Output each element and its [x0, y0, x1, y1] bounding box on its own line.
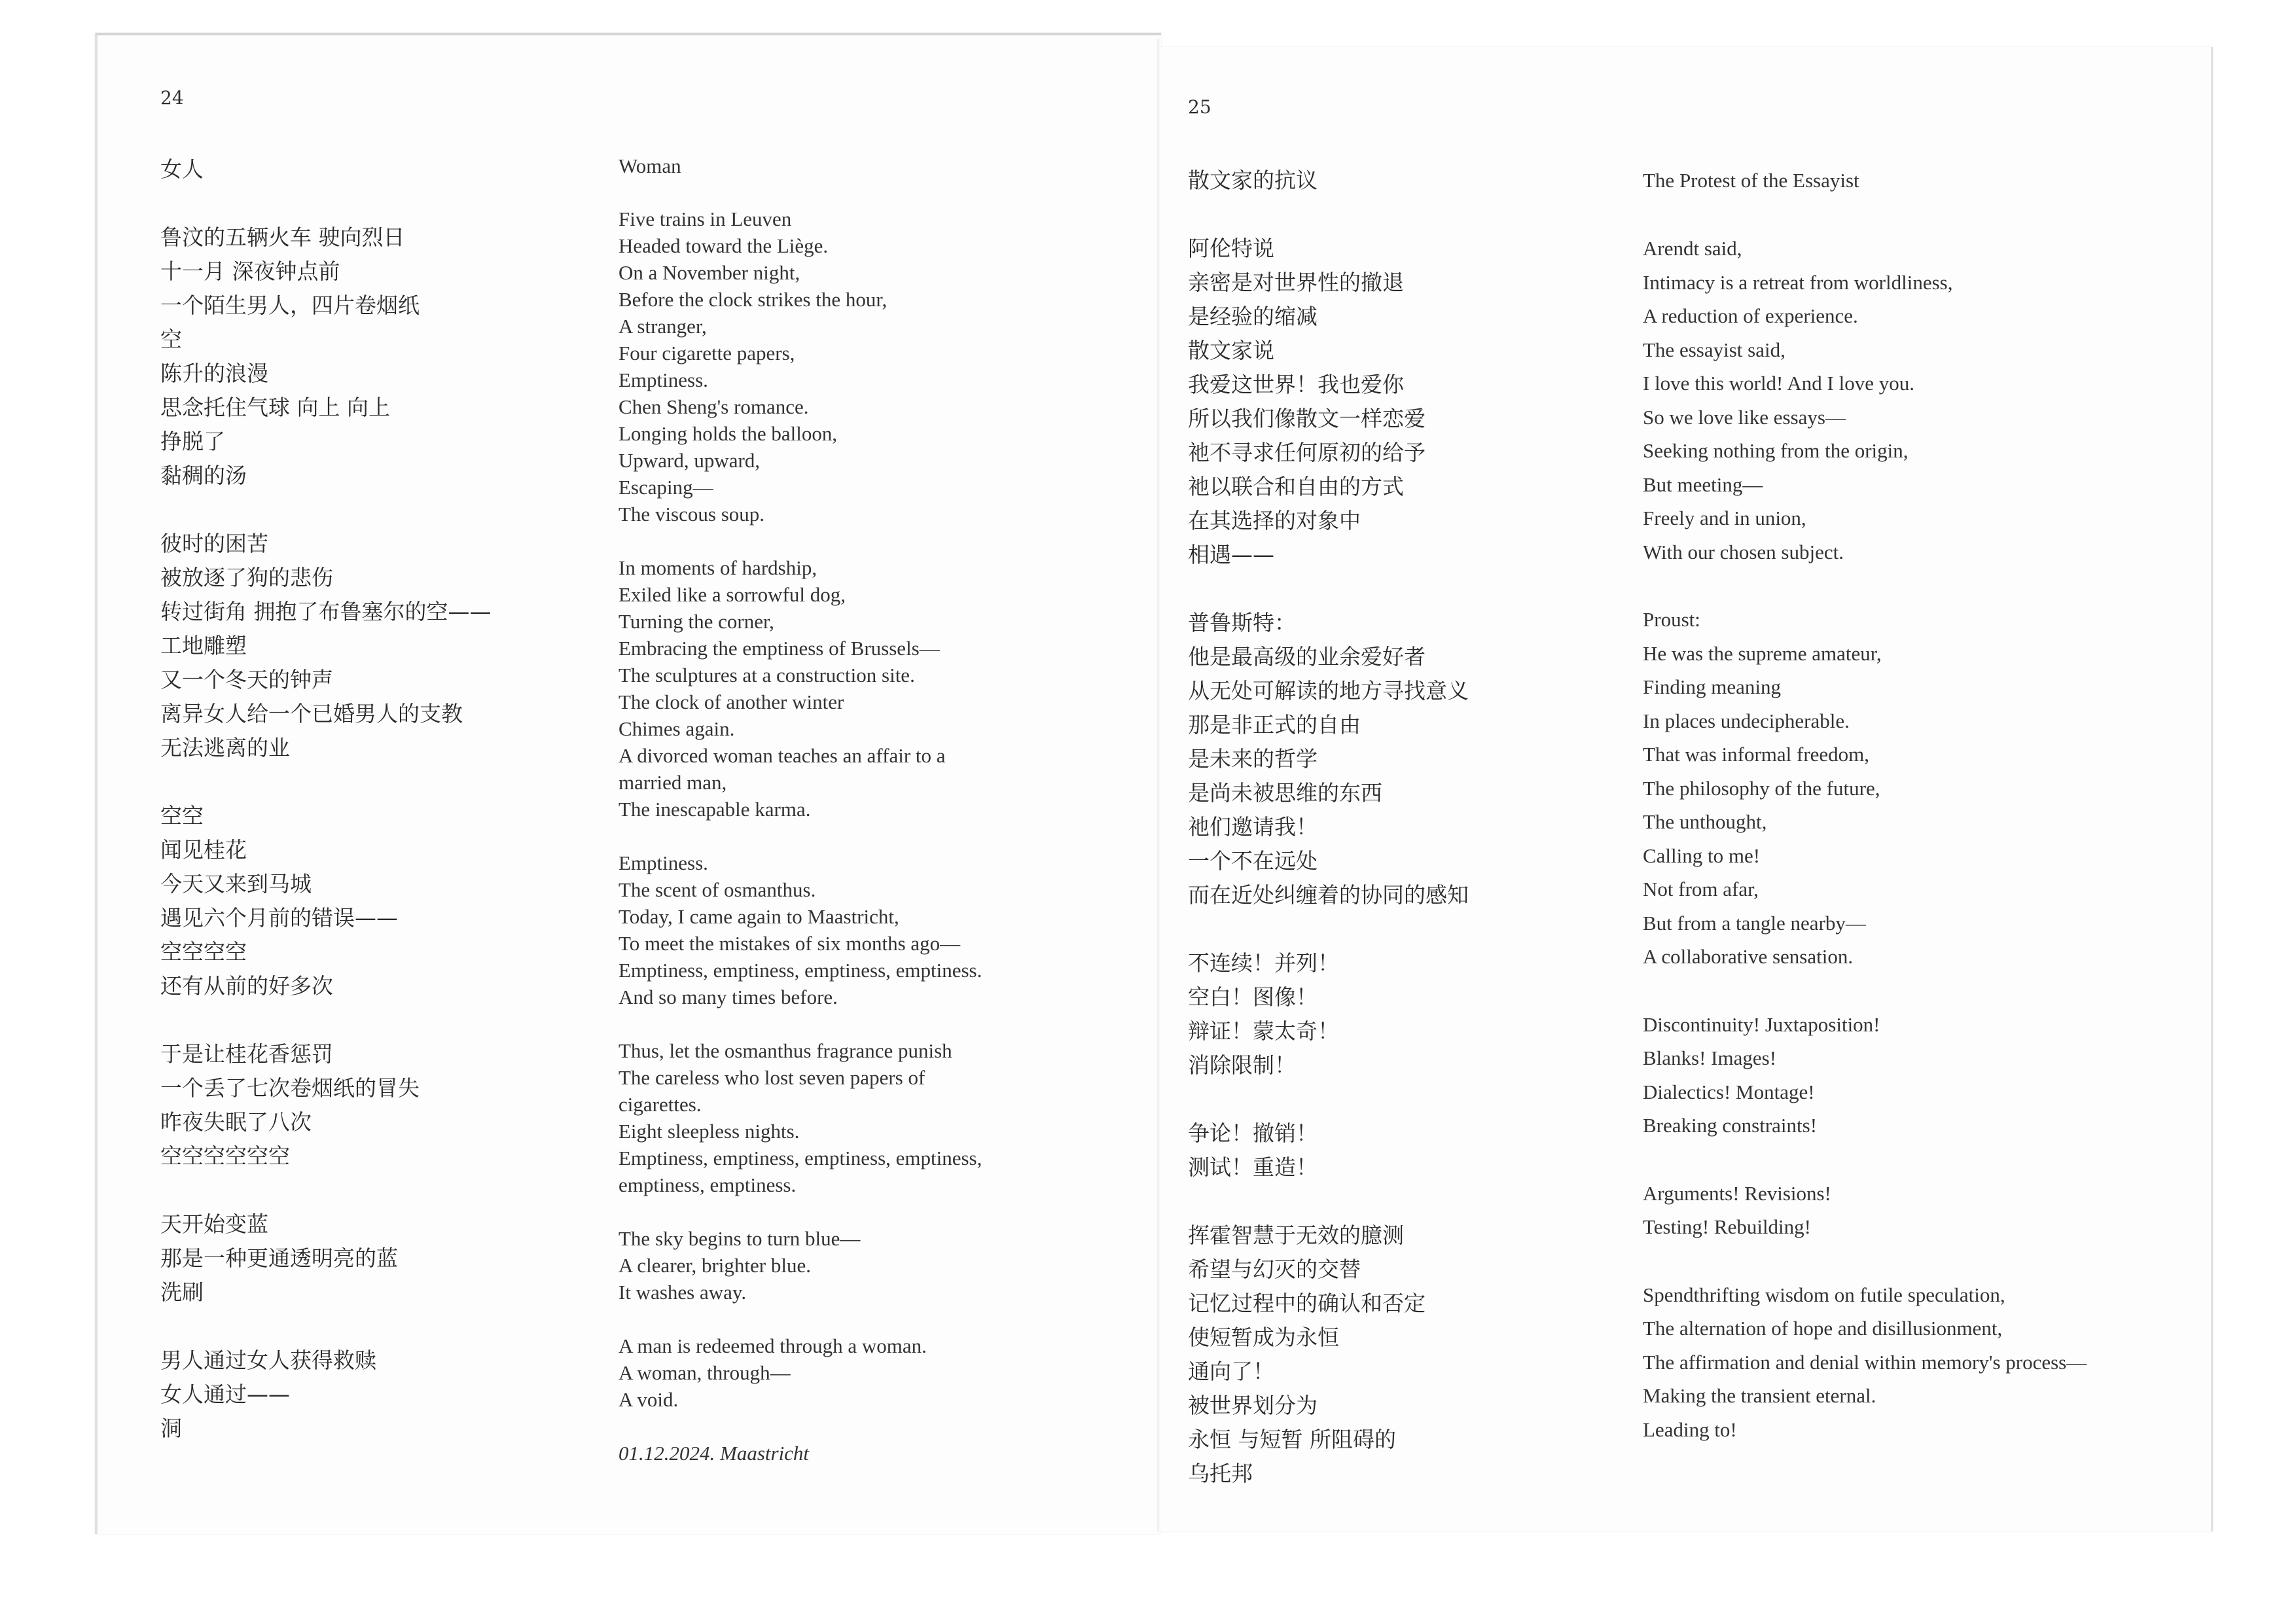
poem-line: 鲁汶的五辆火车 驶向烈日 [160, 224, 405, 250]
poem-line: Discontinuity! Juxtaposition! [1643, 1012, 1880, 1036]
poem-line: 空白！图像！ [1188, 984, 1318, 1010]
poem-line: 彼时的困苦 [160, 531, 268, 556]
poem-line: Not from afar, [1643, 878, 1759, 901]
poem-line: Leading to! [1643, 1418, 1737, 1441]
poem-line: That was informal freedom, [1643, 743, 1870, 766]
poem-line: He was the supreme amateur, [1643, 641, 1882, 665]
poem-line: 所以我们像散文一样恋爱 [1188, 406, 1426, 431]
poem-line: I love this world! And I love you. [1643, 372, 1915, 395]
poem-line: The careless who lost seven papers of [619, 1066, 925, 1089]
zh-poem-title: 散文家的抗议 [1188, 168, 1318, 193]
poem-line: 今天又来到马城 [160, 871, 312, 897]
poem-line: Eight sleepless nights. [619, 1120, 800, 1143]
poem-line: married man, [619, 771, 727, 794]
poem-line: It washes away. [619, 1281, 747, 1304]
poem-line: 阿伦特说 [1188, 236, 1274, 261]
stanza [619, 1332, 1064, 1413]
poem-line: 转过街角 拥抱了布鲁塞尔的空—— [160, 599, 492, 624]
poem-line: 祂不寻求任何原初的给予 [1188, 440, 1426, 465]
poem-line: Seeking nothing from the origin, [1643, 439, 1909, 462]
poem-line: Headed toward the Liège. [619, 234, 829, 257]
poem-line: 记忆过程中的确认和否定 [1188, 1291, 1426, 1316]
stanza [619, 1225, 1064, 1306]
poem-line: A void. [619, 1388, 679, 1411]
stanza [1643, 232, 2179, 569]
poem-line: The philosophy of the future, [1643, 776, 1880, 800]
poem-line: The alternation of hope and disillusionment, [1643, 1317, 2003, 1340]
poem-line: 遇见六个月前的错误—— [160, 905, 398, 931]
poem-line: Chen Sheng's romance. [619, 395, 809, 418]
poem-line: 又一个冬天的钟声 [160, 667, 333, 692]
poem-line: A reduction of experience. [1643, 304, 1858, 327]
poem-line: 黏稠的汤 [160, 463, 247, 488]
poem-line: cigarettes. [619, 1093, 702, 1116]
poem-line: Dialectics! Montage! [1643, 1080, 1815, 1103]
poem-line: A collaborative sensation. [1643, 945, 1854, 968]
poem-line: 工地雕塑 [160, 633, 247, 658]
poem-line: emptiness, emptiness. [619, 1173, 797, 1196]
poem-line: Making the transient eternal. [1643, 1384, 1876, 1407]
poem-line: Arguments! Revisions! [1643, 1181, 1831, 1205]
poem-line: Proust: [1643, 608, 1700, 631]
poem-line: 空空 [160, 803, 204, 829]
poem-line: 被放逐了狗的悲伤 [160, 565, 333, 590]
en-poem-body [619, 205, 1064, 1413]
poem-line: 普鲁斯特： [1188, 610, 1296, 635]
stanza [1643, 1278, 2179, 1447]
poem-line: 那是一种更通透明亮的蓝 [160, 1245, 398, 1271]
en-poem-title: The Protest of the Essayist [1643, 169, 1859, 192]
poem-line: 不连续！并列！ [1188, 950, 1339, 976]
poem-date: 01.12.2024. Maastricht [619, 1442, 810, 1465]
poem-line: 还有从前的好多次 [160, 973, 333, 999]
stanza [1643, 1177, 2179, 1244]
poem-line: But from a tangle nearby— [1643, 911, 1866, 935]
stanza [160, 221, 527, 493]
stanza [619, 1037, 1064, 1198]
zh-poem-title: 女人 [160, 156, 204, 182]
poem-line: 争论！撤销！ [1188, 1120, 1318, 1146]
poem-line: The viscous soup. [619, 503, 765, 526]
poem-line: 乌托邦 [1188, 1461, 1253, 1486]
stanza [619, 554, 1064, 823]
poem-line: 昨夜失眠了八次 [160, 1109, 312, 1135]
stanza [1188, 1219, 1594, 1491]
stanza [160, 1207, 527, 1310]
stanza [619, 849, 1064, 1010]
poem-line: But meeting— [1643, 473, 1763, 496]
poem-line: A man is redeemed through a woman. [619, 1334, 927, 1357]
poem-line: 永恒 与短暂 所阻碍的 [1188, 1427, 1396, 1452]
poem-line: 相遇—— [1188, 542, 1274, 567]
poem-line: Chimes again. [619, 717, 735, 740]
poem-line: 一个不在远处 [1188, 848, 1318, 874]
poem-line: The inescapable karma. [619, 798, 811, 821]
poem-line: Emptiness, emptiness, emptiness, emptiness, [619, 1147, 982, 1169]
poem-line: Emptiness. [619, 851, 708, 874]
poem-line: Thus, let the osmanthus fragrance punish [619, 1039, 952, 1062]
poem-line: 在其选择的对象中 [1188, 508, 1361, 533]
book-spine [1157, 39, 1160, 1531]
zh-poem-essayist [1188, 164, 1594, 1491]
poem-line: Before the clock strikes the hour, [619, 288, 888, 311]
zh-poem-woman [160, 152, 527, 1446]
poem-line: A divorced woman teaches an affair to a [619, 744, 946, 767]
poem-line: 男人通过女人获得救赎 [160, 1347, 376, 1373]
poem-line: 祂们邀请我！ [1188, 814, 1318, 840]
poem-line: 女人通过—— [160, 1382, 290, 1407]
poem-line: The scent of osmanthus. [619, 878, 816, 901]
poem-line: The affirmation and denial within memory's process— [1643, 1350, 2087, 1374]
poem-line: 我爱这世界！我也爱你 [1188, 372, 1404, 397]
poem-line: The unthought, [1643, 810, 1767, 833]
poem-line: To meet the mistakes of six months ago— [619, 932, 961, 955]
poem-line: 一个陌生男人，四片卷烟纸 [160, 293, 420, 318]
poem-line: 一个丢了七次卷烟纸的冒失 [160, 1075, 420, 1101]
poem-line: The clock of another winter [619, 690, 844, 713]
poem-line: 空空空空空空 [160, 1143, 290, 1169]
poem-line: 是尚未被思维的东西 [1188, 780, 1382, 806]
poem-line: 从无处可解读的地方寻找意义 [1188, 678, 1469, 704]
stanza [1643, 603, 2179, 974]
stanza [619, 205, 1064, 527]
stanza [160, 1344, 527, 1446]
poem-line: 于是让桂花香惩罚 [160, 1041, 333, 1067]
poem-line: 空 [160, 327, 182, 352]
poem-line: Emptiness, emptiness, emptiness, emptiness. [619, 959, 982, 982]
poem-line: The essayist said, [1643, 338, 1785, 361]
poem-line: 他是最高级的业余爱好者 [1188, 644, 1426, 669]
poem-line: 挥霍智慧于无效的臆测 [1188, 1222, 1404, 1248]
poem-line: Five trains in Leuven [619, 207, 792, 230]
poem-line: Spendthrifting wisdom on futile speculation, [1643, 1283, 2005, 1306]
poem-line: The sky begins to turn blue— [619, 1227, 861, 1250]
stanza [1188, 1116, 1594, 1185]
poem-line: On a November night, [619, 261, 800, 284]
poem-line: 散文家说 [1188, 338, 1274, 363]
poem-line: Escaping— [619, 476, 713, 499]
zh-poem-body [160, 221, 527, 1446]
poem-line: And so many times before. [619, 986, 838, 1008]
poem-line: 十一月 深夜钟点前 [160, 259, 340, 284]
poem-line: With our chosen subject. [1643, 540, 1844, 563]
poem-line: In moments of hardship, [619, 556, 817, 579]
stanza [160, 1037, 527, 1173]
en-poem-body [1643, 232, 2179, 1446]
page-number-left: 24 [160, 87, 184, 109]
poem-line: 亲密是对世界性的撤退 [1188, 270, 1404, 295]
poem-line: Freely and in union, [1643, 507, 1806, 529]
stanza [1188, 946, 1594, 1082]
poem-line: Embracing the emptiness of Brussels— [619, 637, 940, 660]
en-poem-title: Woman [619, 154, 681, 177]
poem-line: Longing holds the balloon, [619, 422, 838, 445]
poem-line: 挣脱了 [160, 429, 225, 454]
poem-line: 空空空空 [160, 939, 247, 965]
stanza [1643, 1008, 2179, 1143]
poem-line: 陈升的浪漫 [160, 361, 268, 386]
poem-line: 洞 [160, 1416, 182, 1441]
poem-line: Breaking constraints! [1643, 1114, 1818, 1137]
poem-line: 被世界划分为 [1188, 1393, 1318, 1418]
poem-line: Finding meaning [1643, 675, 1781, 698]
poem-line: The sculptures at a construction site. [619, 664, 915, 687]
poem-line: Blanks! Images! [1643, 1046, 1777, 1069]
poem-line: Upward, upward, [619, 449, 761, 472]
stanza [160, 799, 527, 1003]
poem-line: Today, I came again to Maastricht, [619, 905, 899, 928]
poem-line: 希望与幻灭的交替 [1188, 1257, 1361, 1282]
stanza [1188, 606, 1594, 912]
poem-line: Testing! Rebuilding! [1643, 1215, 1811, 1238]
poem-line: 无法逃离的业 [160, 735, 290, 760]
poem-line: A stranger, [619, 315, 707, 338]
en-poem-woman [619, 152, 1064, 1467]
poem-line: Emptiness. [619, 368, 708, 391]
poem-line: Exiled like a sorrowful dog, [619, 583, 846, 606]
poem-line: Intimacy is a retreat from worldliness, [1643, 270, 1953, 294]
poem-line: 而在近处纠缠着的协同的感知 [1188, 882, 1469, 908]
page-number-right: 25 [1188, 96, 1211, 118]
poem-line: 天开始变蓝 [160, 1211, 268, 1237]
stanza [1188, 232, 1594, 572]
poem-line: In places undecipherable. [1643, 709, 1850, 732]
poem-line: 使短暂成为永恒 [1188, 1325, 1339, 1350]
poem-line: 离异女人给一个已婚男人的支教 [160, 701, 463, 726]
poem-line: A woman, through— [619, 1361, 791, 1384]
poem-line: Turning the corner, [619, 610, 774, 633]
poem-line: 祂以联合和自由的方式 [1188, 474, 1404, 499]
poem-line: 是未来的哲学 [1188, 746, 1318, 772]
poem-line: 消除限制！ [1188, 1052, 1296, 1078]
poem-line: So we love like essays— [1643, 405, 1846, 429]
en-poem-essayist [1643, 164, 2179, 1446]
poem-line: Four cigarette papers, [619, 342, 795, 365]
poem-line: 是经验的缩减 [1188, 304, 1318, 329]
poem-line: 思念托住气球 向上 向上 [160, 395, 390, 420]
poem-line: 洗刷 [160, 1279, 204, 1305]
poem-line: Arendt said, [1643, 237, 1742, 260]
stanza [160, 527, 527, 765]
poem-line: 闻见桂花 [160, 837, 247, 863]
poem-line: 通向了！ [1188, 1359, 1274, 1384]
poem-line: Calling to me! [1643, 844, 1761, 867]
poem-line: 测试！重造！ [1188, 1154, 1318, 1180]
zh-poem-body [1188, 232, 1594, 1491]
poem-line: 辩证！蒙太奇！ [1188, 1018, 1339, 1044]
poem-line: 那是非正式的自由 [1188, 712, 1361, 738]
poem-line: A clearer, brighter blue. [619, 1254, 811, 1277]
